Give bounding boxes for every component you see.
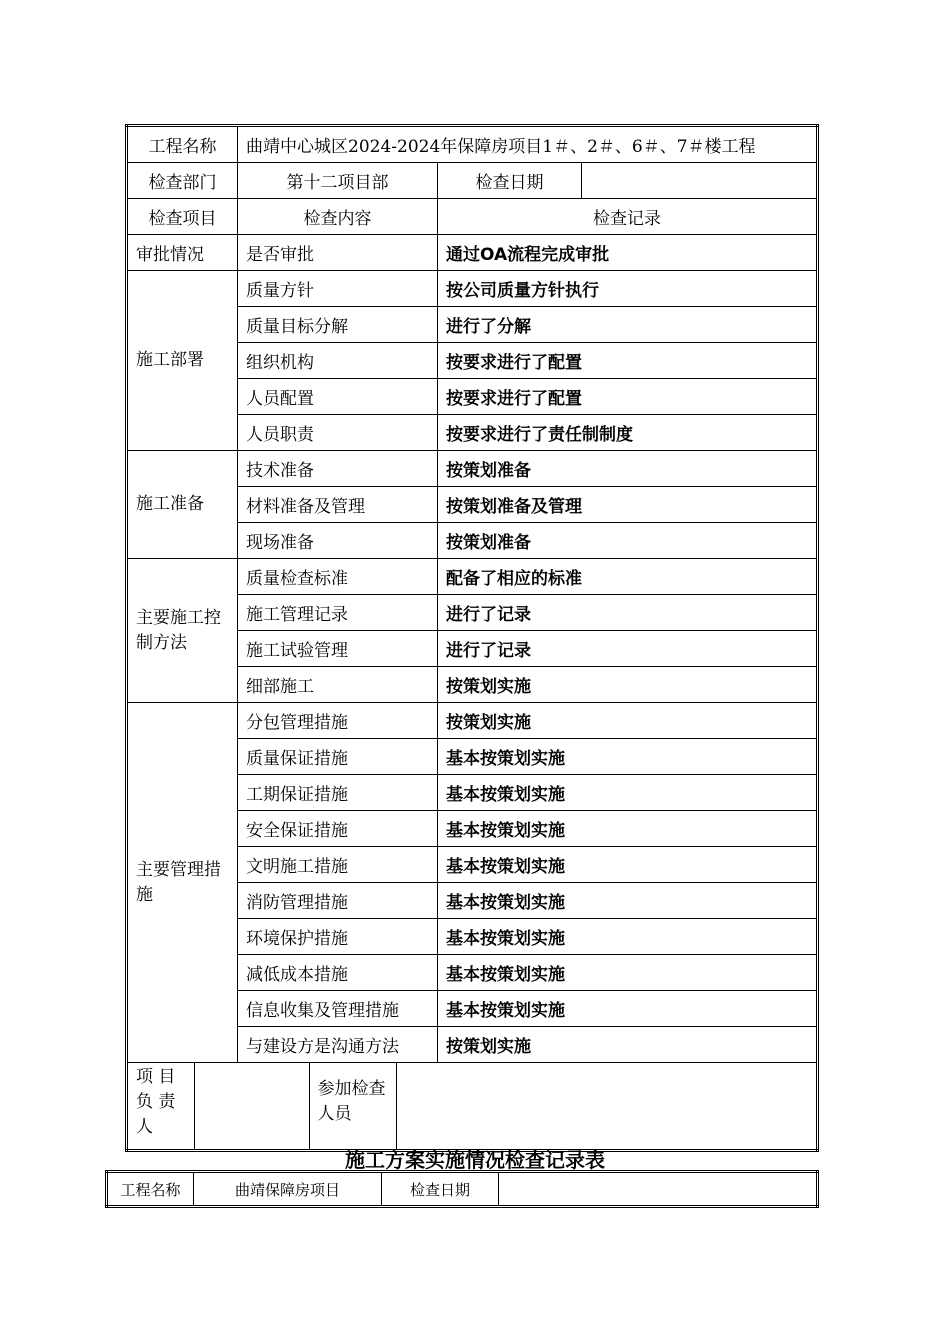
check-record: 进行了记录 (438, 595, 818, 631)
check-record: 基本按策划实施 (438, 847, 818, 883)
check-content: 是否审批 (238, 235, 438, 271)
project-name-value: 曲靖中心城区2024-2024年保障房项目1＃、2＃、6＃、7＃楼工程 (238, 126, 818, 163)
check-record: 基本按策划实施 (438, 955, 818, 991)
column-header-content: 检查内容 (238, 199, 438, 235)
check-content: 人员配置 (238, 379, 438, 415)
check-record: 按策划准备及管理 (438, 487, 818, 523)
check-content: 细部施工 (238, 667, 438, 703)
check-record: 基本按策划实施 (438, 991, 818, 1027)
inspectors-value[interactable] (396, 1063, 816, 1149)
table-row (127, 451, 818, 487)
inspection-record-table (125, 124, 819, 1152)
check-record: 配备了相应的标准 (438, 559, 818, 595)
group-label: 主要管理措施 (127, 703, 238, 1063)
check-record: 基本按策划实施 (438, 883, 818, 919)
second-form-title: 施工方案实施情况检查记录表 (345, 1148, 605, 1172)
check-record: 按策划实施 (438, 667, 818, 703)
department-row (127, 163, 818, 199)
group-label: 审批情况 (127, 235, 238, 271)
inspection-dept-value: 第十二项目部 (238, 163, 438, 199)
check-content: 质量方针 (238, 271, 438, 307)
group-label: 主要施工控制方法 (127, 559, 238, 703)
check-record: 基本按策划实施 (438, 775, 818, 811)
check-content: 组织机构 (238, 343, 438, 379)
table-row (127, 271, 818, 307)
check-content: 与建设方是沟通方法 (238, 1027, 438, 1063)
check-content: 施工试验管理 (238, 631, 438, 667)
check-record: 按策划准备 (438, 523, 818, 559)
check-content: 消防管理措施 (238, 883, 438, 919)
check-content: 信息收集及管理措施 (238, 991, 438, 1027)
second-form-row (107, 1172, 818, 1207)
check-content: 施工管理记录 (238, 595, 438, 631)
check-content: 文明施工措施 (238, 847, 438, 883)
check-content: 质量保证措施 (238, 739, 438, 775)
check-record: 按要求进行了责任制制度 (438, 415, 818, 451)
check-content: 质量检查标准 (238, 559, 438, 595)
inspection-date-value (582, 163, 818, 199)
table-row (127, 703, 818, 739)
second-date-label: 检查日期 (382, 1172, 499, 1207)
check-record: 按策划实施 (438, 703, 818, 739)
check-record: 进行了分解 (438, 307, 818, 343)
column-header-item: 检查项目 (127, 199, 238, 235)
check-content: 现场准备 (238, 523, 438, 559)
signoff-table (128, 1063, 816, 1149)
check-record: 基本按策划实施 (438, 739, 818, 775)
check-record: 通过OA流程完成审批 (438, 235, 818, 271)
group-label: 施工部署 (127, 271, 238, 451)
check-record: 基本按策划实施 (438, 919, 818, 955)
signoff-row (127, 1063, 818, 1151)
inspectors-label: 参加检查人员 (309, 1063, 396, 1149)
check-record: 按要求进行了配置 (438, 379, 818, 415)
check-content: 材料准备及管理 (238, 487, 438, 523)
column-header-row (127, 199, 818, 235)
second-form-table (105, 1170, 819, 1208)
column-header-record: 检查记录 (438, 199, 818, 235)
group-label: 施工准备 (127, 451, 238, 559)
check-content: 质量目标分解 (238, 307, 438, 343)
inspection-date-label: 检查日期 (438, 163, 582, 199)
project-name-label: 工程名称 (127, 126, 238, 163)
check-content: 人员职责 (238, 415, 438, 451)
check-content: 安全保证措施 (238, 811, 438, 847)
check-record: 按要求进行了配置 (438, 343, 818, 379)
project-name-row (127, 126, 818, 163)
check-content: 技术准备 (238, 451, 438, 487)
table-row (127, 235, 818, 271)
check-content: 环境保护措施 (238, 919, 438, 955)
second-project-value: 曲靖保障房项目 (194, 1172, 382, 1207)
project-leader-value[interactable] (194, 1063, 309, 1149)
check-record: 按公司质量方针执行 (438, 271, 818, 307)
project-leader-label: 项 目 负 责 人 (128, 1063, 194, 1149)
check-record: 按策划准备 (438, 451, 818, 487)
second-project-label: 工程名称 (107, 1172, 194, 1207)
check-content: 减低成本措施 (238, 955, 438, 991)
check-content: 分包管理措施 (238, 703, 438, 739)
check-record: 基本按策划实施 (438, 811, 818, 847)
table-row (127, 559, 818, 595)
check-content: 工期保证措施 (238, 775, 438, 811)
check-record: 按策划实施 (438, 1027, 818, 1063)
inspection-dept-label: 检查部门 (127, 163, 238, 199)
second-date-value[interactable] (499, 1172, 818, 1207)
check-record: 进行了记录 (438, 631, 818, 667)
